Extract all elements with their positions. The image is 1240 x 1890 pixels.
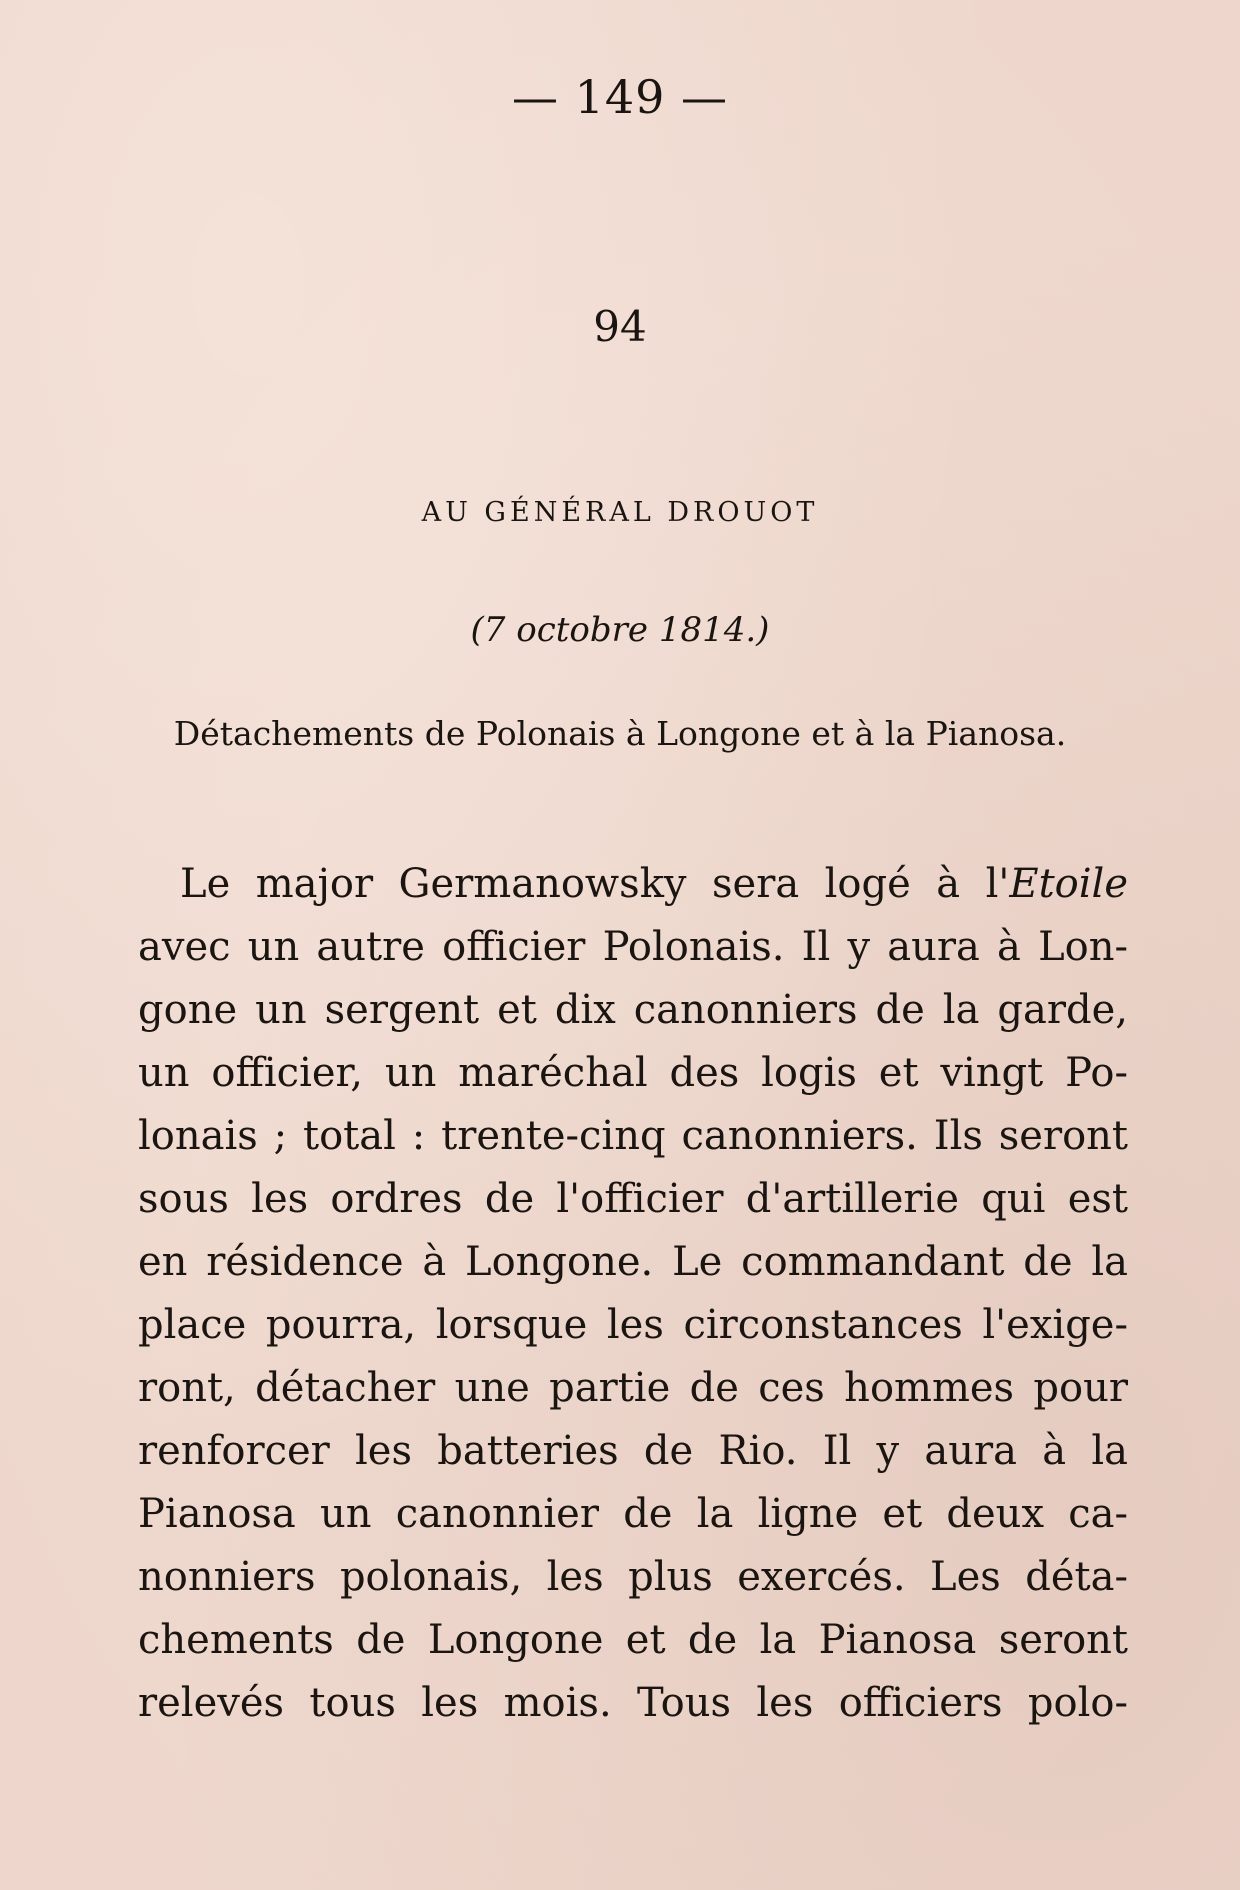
letter-addressee: AU GÉNÉRAL DROUOT: [421, 497, 819, 528]
page-number: — 149 —: [511, 70, 729, 124]
letter-number: 94: [593, 302, 647, 351]
body-line: lonais ; total : trente-cinq canonniers. Ils seront: [138, 1113, 1128, 1159]
letter-date: (7 octobre 1814.): [470, 610, 770, 650]
body-line: Pianosa un canonnier de la ligne et deux ca-: [138, 1491, 1128, 1537]
body-line: [138, 853, 1128, 916]
body-line-text: Le major Germanowsky sera logé à l': [180, 861, 1010, 907]
body-line: gone un sergent et dix canonniers de la garde,: [138, 987, 1128, 1033]
letter-body: [138, 853, 1128, 1735]
body-line: nonniers polonais, les plus exercés. Les déta-: [138, 1554, 1128, 1600]
body-line: un officier, un maréchal des logis et vingt Po-: [138, 1050, 1128, 1096]
body-line: place pourra, lorsque les circonstances l'exige-: [138, 1302, 1128, 1348]
letter-summary: Détachements de Polonais à Longone et à la Pianosa.: [173, 714, 1067, 753]
body-line: en résidence à Longone. Le commandant de la: [138, 1239, 1128, 1285]
body-line: avec un autre officier Polonais. Il y aura à Lon-: [138, 924, 1128, 970]
body-line: ront, détacher une partie de ces hommes pour: [138, 1365, 1128, 1411]
body-line: sous les ordres de l'officier d'artillerie qui est: [138, 1176, 1128, 1222]
body-line: relevés tous les mois. Tous les officiers polo-: [138, 1680, 1128, 1726]
body-line: chements de Longone et de la Pianosa seront: [138, 1617, 1128, 1663]
body-line: renforcer les batteries de Rio. Il y aura à la: [138, 1428, 1128, 1474]
body-line-italic: Etoile: [1009, 861, 1128, 907]
